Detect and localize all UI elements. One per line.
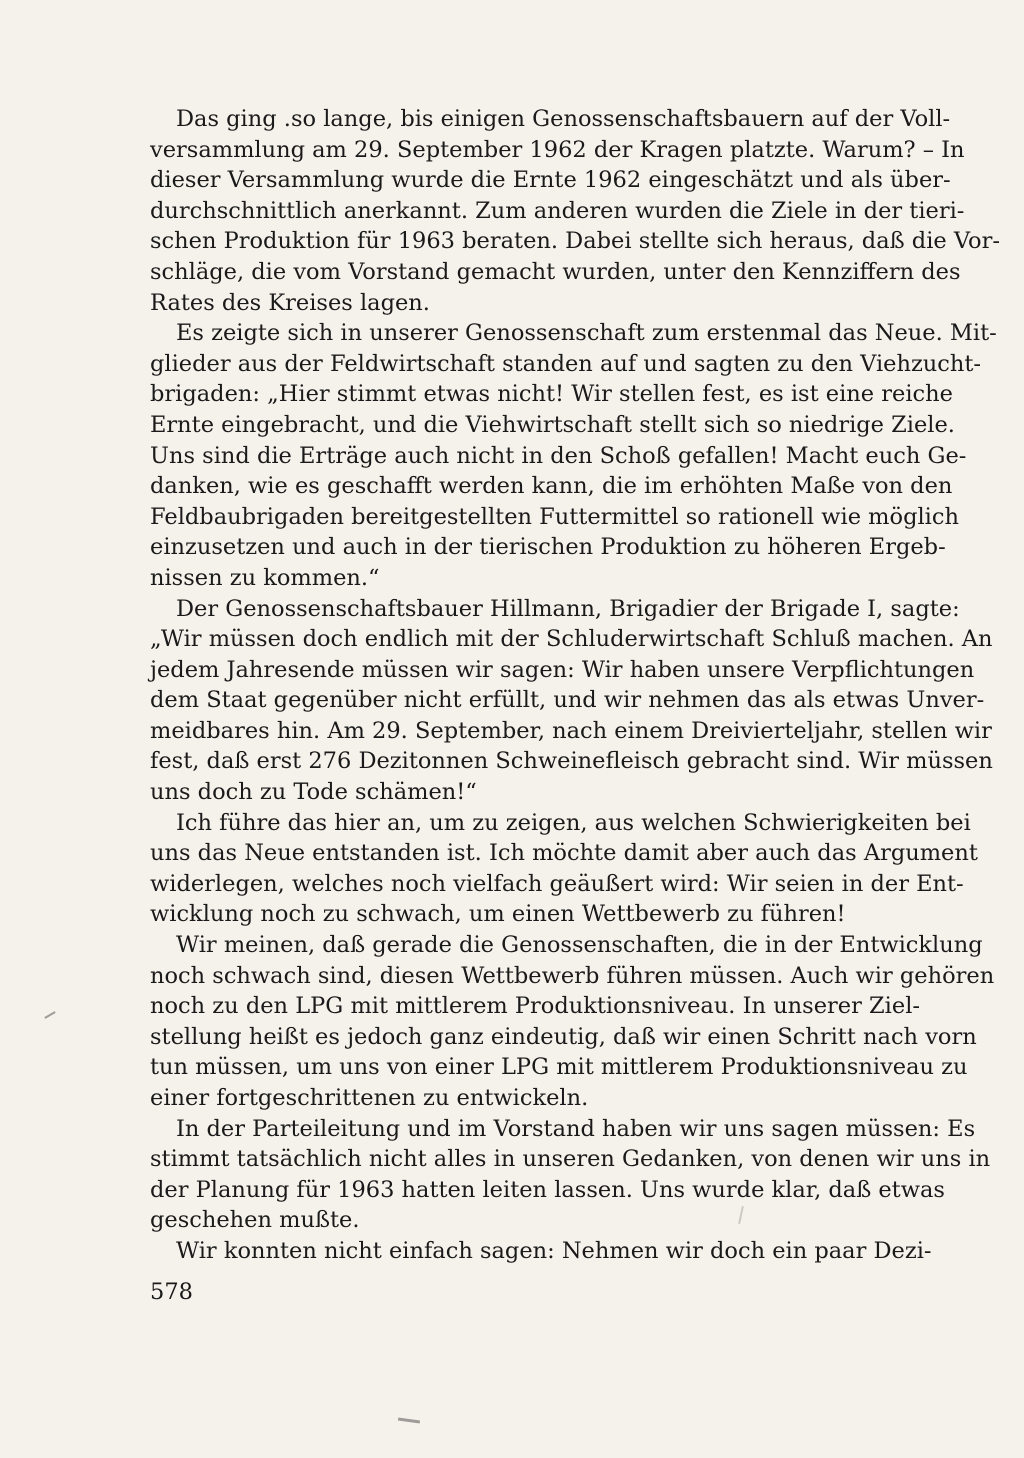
paragraph — [150, 594, 993, 808]
text-line: Wir konnten nicht einfach sagen: Nehmen wir doch ein paar Dezi- — [176, 1237, 932, 1264]
page-number: 578 — [150, 1279, 193, 1305]
text-line: widerlegen, welches noch vielfach geäußert wird: Wir seien in der Ent- — [150, 870, 964, 897]
text-line: Ernte eingebracht, und die Viehwirtschaft stellt sich so niedrige Ziele. — [150, 411, 955, 438]
paragraph — [150, 318, 997, 593]
text-line: Das ging .so lange, bis einigen Genossenschaftsbauern auf der Voll- — [176, 106, 951, 132]
text-line: uns doch zu Tode schämen!“ — [150, 779, 477, 806]
text-line: dieser Versammlung wurde die Ernte 1962 eingeschätzt und als über- — [150, 167, 951, 194]
text-line: einer fortgeschrittenen zu entwickeln. — [150, 1085, 589, 1111]
scan-mark — [44, 1011, 55, 1019]
text-line: tun müssen, um uns von einer LPG mit mittlerem Produktionsniveau zu — [150, 1054, 968, 1081]
text-line: versammlung am 29. September 1962 der Kragen platzte. Warum? – In — [150, 136, 965, 163]
text-line: Wir meinen, daß gerade die Genossenschaften, die in der Entwicklung — [176, 932, 983, 959]
text-line: Ich führe das hier an, um zu zeigen, aus welchen Schwierigkeiten bei — [176, 809, 971, 836]
text-line: meidbares hin. Am 29. September, nach einem Dreivierteljahr, stellen wir — [150, 717, 992, 744]
text-line: Uns sind die Erträge auch nicht in den Schoß gefallen! Macht euch Ge- — [150, 442, 967, 469]
text-line: uns das Neue entstanden ist. Ich möchte damit aber auch das Argument — [150, 840, 978, 867]
paragraph — [150, 930, 995, 1114]
paragraph — [150, 1114, 991, 1236]
text-line: nissen zu kommen.“ — [150, 564, 380, 591]
text-line: Rates des Kreises lagen. — [150, 289, 430, 316]
text-line: Der Genossenschaftsbauer Hillmann, Brigadier der Brigade I, sagte: — [176, 595, 960, 622]
text-line: noch schwach sind, diesen Wettbewerb führen müssen. Auch wir gehören — [150, 962, 995, 989]
text-line: Feldbaubrigaden bereitgestellten Futtermittel so rationell wie möglich — [150, 503, 959, 530]
scan-mark — [398, 1417, 420, 1423]
text-line: stimmt tatsächlich nicht alles in unseren Gedanken, von denen wir uns in — [150, 1146, 991, 1173]
text-line: In der Parteileitung und im Vorstand haben wir uns sagen müssen: Es — [176, 1115, 976, 1142]
text-line: schen Produktion für 1963 beraten. Dabei stellte sich heraus, daß die Vor- — [150, 228, 1000, 255]
text-line: geschehen mußte. — [150, 1207, 360, 1234]
text-line: durchschnittlich anerkannt. Zum anderen wurden die Ziele in der tieri- — [150, 197, 965, 224]
text-line: fest, daß erst 276 Dezitonnen Schweinefleisch gebracht sind. Wir müssen — [150, 748, 993, 775]
text-line: Es zeigte sich in unserer Genossenschaft zum erstenmal das Neue. Mit- — [176, 320, 997, 347]
text-line: dem Staat gegenüber nicht erfüllt, und wir nehmen das als etwas Unver- — [150, 687, 985, 714]
body-text — [150, 104, 1000, 1267]
text-line: schläge, die vom Vorstand gemacht wurden, unter den Kennziffern des — [150, 258, 961, 285]
text-line: jedem Jahresende müssen wir sagen: Wir haben unsere Verpflichtungen — [150, 656, 975, 683]
text-line: „Wir müssen doch endlich mit der Schluderwirtschaft Schluß machen. An — [150, 626, 993, 653]
text-line: noch zu den LPG mit mittlerem Produktionsniveau. In unserer Ziel- — [150, 993, 920, 1020]
text-line: einzusetzen und auch in der tierischen Produktion zu höheren Ergeb- — [150, 534, 946, 561]
paragraph — [150, 104, 1000, 318]
text-line: brigaden: „Hier stimmt etwas nicht! Wir stellen fest, es ist eine reiche — [150, 381, 953, 408]
text-line: stellung heißt es jedoch ganz eindeutig, daß wir einen Schritt nach vorn — [150, 1023, 977, 1050]
text-line: wicklung noch zu schwach, um einen Wettbewerb zu führen! — [150, 901, 846, 928]
paragraph — [150, 808, 978, 930]
text-line: der Planung für 1963 hatten leiten lassen. Uns wurde klar, daß etwas — [150, 1176, 945, 1203]
text-line: danken, wie es geschafft werden kann, die im erhöhten Maße von den — [150, 473, 953, 500]
text-line: glieder aus der Feldwirtschaft standen auf und sagten zu den Viehzucht- — [150, 350, 982, 377]
paragraph — [150, 1236, 932, 1267]
